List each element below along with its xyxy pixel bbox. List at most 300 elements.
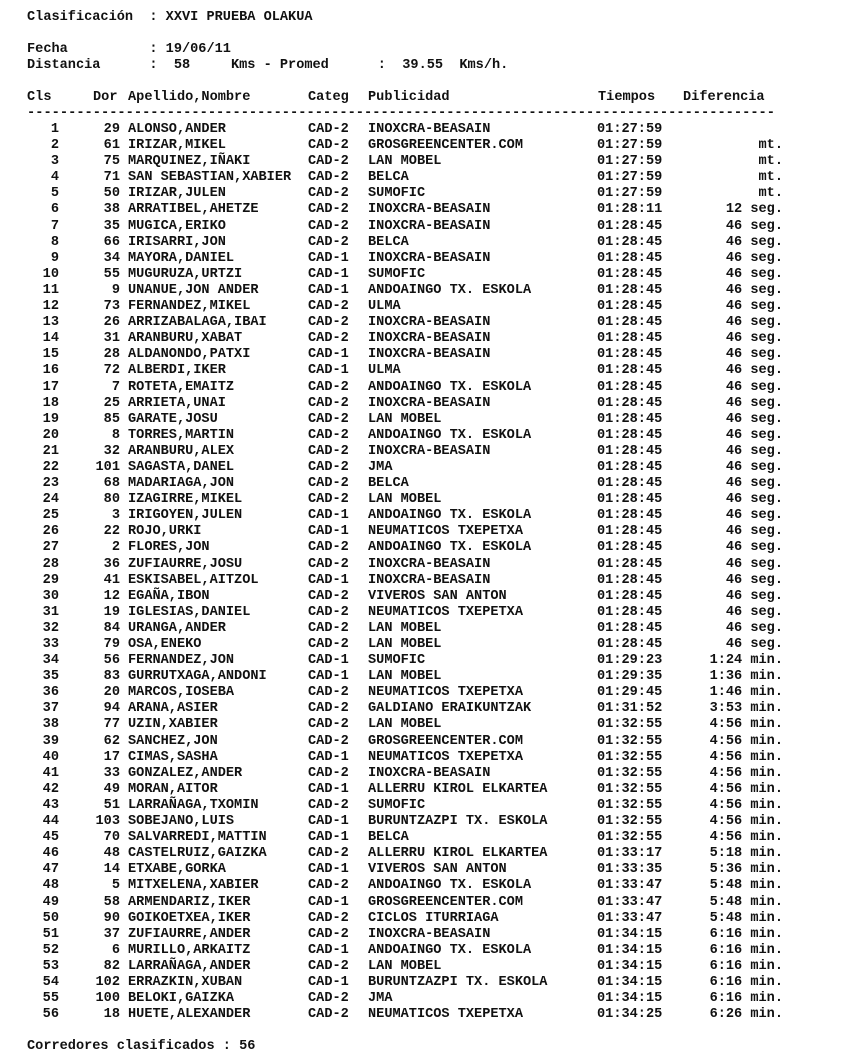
cell-dor: 70 — [103, 830, 120, 846]
cell-categ: CAD-2 — [308, 492, 349, 508]
cell-tiempo: 01:28:45 — [597, 588, 663, 604]
cell-categ: CAD-2 — [308, 476, 349, 492]
cell-categ: CAD-2 — [308, 202, 349, 218]
cell-cls: 9 — [50, 250, 59, 266]
cell-tiempo: 01:28:45 — [597, 492, 663, 508]
table-row — [0, 669, 843, 685]
cell-cls: 53 — [42, 958, 59, 974]
cell-publicidad: SUMOFIC — [368, 186, 426, 202]
cell-cls: 50 — [42, 910, 59, 926]
cell-diferencia: 46 seg. — [725, 508, 783, 524]
table-row — [0, 862, 843, 878]
column-header-categ: Categ — [308, 90, 349, 105]
cell-categ: CAD-2 — [308, 1007, 349, 1023]
cell-tiempo: 01:34:25 — [597, 1007, 663, 1023]
cell-publicidad: INOXCRA-BEASAIN — [368, 122, 491, 137]
table-row — [0, 717, 843, 733]
cell-dor: 22 — [103, 524, 120, 540]
cell-cls: 22 — [42, 459, 59, 475]
cell-cls: 37 — [42, 701, 59, 717]
cell-dor: 82 — [103, 958, 120, 974]
separator-line: ------------------------------------------------------------------------------------------- — [27, 106, 776, 121]
table-row — [0, 540, 843, 556]
cell-tiempo: 01:28:45 — [597, 299, 663, 315]
cell-cls: 46 — [42, 846, 59, 862]
cell-name: ARANBURU,ALEX — [128, 443, 235, 459]
column-header-dor: Dor — [93, 90, 118, 105]
cell-dor: 37 — [103, 926, 120, 942]
cell-dor: 103 — [95, 814, 120, 830]
table-row — [0, 943, 843, 959]
cell-name: GURRUTXAGA,ANDONI — [128, 669, 267, 685]
cell-publicidad: INOXCRA-BEASAIN — [368, 315, 491, 331]
cell-categ: CAD-1 — [308, 347, 349, 363]
cell-dor: 94 — [103, 701, 120, 717]
cell-diferencia: 6:16 min. — [709, 942, 783, 958]
cell-categ: CAD-1 — [308, 781, 349, 797]
cell-dor: 29 — [103, 122, 120, 137]
cell-dor: 73 — [103, 299, 120, 315]
cell-categ: CAD-2 — [308, 878, 349, 894]
cell-diferencia: 46 seg. — [725, 234, 783, 250]
cell-publicidad: JMA — [368, 991, 393, 1007]
cell-cls: 21 — [42, 443, 59, 459]
cell-tiempo: 01:28:45 — [597, 250, 663, 266]
cell-categ: CAD-2 — [308, 926, 349, 942]
cell-cls: 11 — [42, 282, 59, 298]
cell-categ: CAD-2 — [308, 637, 349, 652]
cell-dor: 49 — [103, 781, 120, 797]
cell-tiempo: 01:29:23 — [597, 653, 663, 669]
cell-dor: 71 — [103, 170, 120, 186]
cell-publicidad: SUMOFIC — [368, 653, 426, 669]
table-row — [0, 782, 843, 798]
cell-cls: 15 — [42, 347, 59, 363]
cell-diferencia: 6:16 min. — [709, 991, 783, 1007]
cell-tiempo: 01:31:52 — [597, 701, 663, 717]
cell-categ: CAD-2 — [308, 315, 349, 331]
cell-name: IRIGOYEN,JULEN — [128, 508, 243, 524]
cell-tiempo: 01:28:45 — [597, 443, 663, 459]
cell-cls: 25 — [42, 508, 59, 524]
cell-diferencia: 46 seg. — [725, 299, 783, 315]
table-row — [0, 701, 843, 717]
cell-name: MUGICA,ERIKO — [128, 218, 226, 234]
cell-categ: CAD-2 — [308, 991, 349, 1007]
cell-categ: CAD-2 — [308, 122, 349, 137]
table-row — [0, 975, 843, 991]
cell-cls: 31 — [42, 604, 59, 620]
cell-name: ARANBURU,XABAT — [128, 331, 243, 347]
table-row — [0, 380, 843, 396]
cell-dor: 101 — [95, 459, 120, 475]
cell-publicidad: ANDOAINGO TX. ESKOLA — [368, 379, 532, 395]
cell-diferencia: 6:16 min. — [709, 958, 783, 974]
cell-dor: 34 — [103, 250, 120, 266]
cell-categ: CAD-1 — [308, 669, 349, 685]
cell-cls: 29 — [42, 572, 59, 588]
cell-dor: 19 — [103, 604, 120, 620]
cell-cls: 8 — [50, 234, 59, 250]
cell-diferencia: 46 seg. — [725, 347, 783, 363]
cell-publicidad: INOXCRA-BEASAIN — [368, 250, 491, 266]
cell-tiempo: 01:34:15 — [597, 958, 663, 974]
cell-tiempo: 01:32:55 — [597, 814, 663, 830]
cell-publicidad: NEUMATICOS TXEPETXA — [368, 685, 523, 701]
cell-cls: 12 — [42, 299, 59, 315]
cell-cls: 55 — [42, 991, 59, 1007]
cell-publicidad: INOXCRA-BEASAIN — [368, 556, 491, 572]
cell-publicidad: BELCA — [368, 170, 409, 186]
cell-dor: 28 — [103, 347, 120, 363]
cell-diferencia: 5:48 min. — [709, 910, 783, 926]
cell-cls: 10 — [42, 266, 59, 282]
table-row — [0, 331, 843, 347]
cell-tiempo: 01:28:45 — [597, 363, 663, 379]
cell-name: SAN SEBASTIAN,XABIER — [128, 170, 292, 186]
table-row — [0, 202, 843, 218]
cell-dor: 32 — [103, 443, 120, 459]
cell-categ: CAD-2 — [308, 685, 349, 701]
table-row — [0, 959, 843, 975]
cell-tiempo: 01:27:59 — [597, 122, 663, 137]
cell-cls: 27 — [42, 540, 59, 556]
cell-diferencia: mt. — [758, 186, 783, 202]
cell-diferencia: 4:56 min. — [709, 733, 783, 749]
cell-diferencia: 4:56 min. — [709, 797, 783, 813]
cell-cls: 51 — [42, 926, 59, 942]
cell-tiempo: 01:34:15 — [597, 991, 663, 1007]
cell-tiempo: 01:28:45 — [597, 556, 663, 572]
cell-cls: 35 — [42, 669, 59, 685]
cell-name: ESKISABEL,AITZOL — [128, 572, 259, 588]
cell-categ: CAD-2 — [308, 556, 349, 572]
column-header-cls: Cls — [27, 90, 52, 105]
cell-categ: CAD-2 — [308, 701, 349, 717]
cell-dor: 85 — [103, 411, 120, 427]
cell-tiempo: 01:33:47 — [597, 894, 663, 910]
cell-dor: 14 — [103, 862, 120, 878]
cell-categ: CAD-2 — [308, 443, 349, 459]
cell-tiempo: 01:28:45 — [597, 266, 663, 282]
cell-categ: CAD-1 — [308, 830, 349, 846]
cell-name: SANCHEZ,JON — [128, 733, 218, 749]
table-row — [0, 492, 843, 508]
cell-dor: 35 — [103, 218, 120, 234]
cell-tiempo: 01:28:45 — [597, 331, 663, 347]
cell-name: UNANUE,JON ANDER — [128, 282, 259, 298]
cell-tiempo: 01:27:59 — [597, 170, 663, 186]
cell-publicidad: ANDOAINGO TX. ESKOLA — [368, 508, 532, 524]
table-row — [0, 621, 843, 637]
cell-name: UZIN,XABIER — [128, 717, 218, 733]
cell-categ: CAD-1 — [308, 282, 349, 298]
cell-publicidad: INOXCRA-BEASAIN — [368, 218, 491, 234]
cell-categ: CAD-2 — [308, 154, 349, 170]
cell-name: ARMENDARIZ,IKER — [128, 894, 251, 910]
column-header-diferencia: Diferencia — [683, 90, 765, 105]
cell-name: IRIZAR,MIKEL — [128, 138, 226, 154]
cell-categ: CAD-2 — [308, 186, 349, 202]
cell-name: FERNANDEZ,JON — [128, 653, 235, 669]
cell-categ: CAD-2 — [308, 620, 349, 636]
cell-dor: 20 — [103, 685, 120, 701]
cell-categ: CAD-2 — [308, 797, 349, 813]
cell-cls: 1 — [50, 122, 59, 137]
cell-tiempo: 01:28:45 — [597, 620, 663, 636]
cell-dor: 6 — [111, 942, 120, 958]
cell-name: MITXELENA,XABIER — [128, 878, 259, 894]
cell-diferencia: 4:56 min. — [709, 814, 783, 830]
table-row — [0, 396, 843, 412]
cell-dor: 18 — [103, 1007, 120, 1023]
cell-diferencia: 6:16 min. — [709, 926, 783, 942]
cell-diferencia: 46 seg. — [725, 218, 783, 234]
cell-categ: CAD-1 — [308, 894, 349, 910]
cell-cls: 43 — [42, 797, 59, 813]
cell-name: MAYORA,DANIEL — [128, 250, 235, 266]
cell-publicidad: SUMOFIC — [368, 266, 426, 282]
cell-name: SALVARREDI,MATTIN — [128, 830, 267, 846]
cell-categ: CAD-2 — [308, 717, 349, 733]
cell-tiempo: 01:33:35 — [597, 862, 663, 878]
cell-categ: CAD-2 — [308, 846, 349, 862]
table-row — [0, 508, 843, 524]
table-row — [0, 412, 843, 428]
cell-tiempo: 01:28:45 — [597, 315, 663, 331]
cell-tiempo: 01:28:45 — [597, 524, 663, 540]
cell-tiempo: 01:32:55 — [597, 717, 663, 733]
cell-tiempo: 01:27:59 — [597, 154, 663, 170]
cell-cls: 56 — [42, 1007, 59, 1023]
cell-categ: CAD-1 — [308, 974, 349, 990]
cell-cls: 52 — [42, 942, 59, 958]
cell-tiempo: 01:32:55 — [597, 830, 663, 846]
cell-tiempo: 01:32:55 — [597, 733, 663, 749]
cell-dor: 90 — [103, 910, 120, 926]
cell-publicidad: LAN MOBEL — [368, 717, 442, 733]
column-header-name: Apellido,Nombre — [128, 90, 251, 105]
cell-diferencia: mt. — [758, 154, 783, 170]
cell-categ: CAD-2 — [308, 540, 349, 556]
cell-name: ROTETA,EMAITZ — [128, 379, 235, 395]
cell-tiempo: 01:28:45 — [597, 540, 663, 556]
cell-dor: 102 — [95, 974, 120, 990]
cell-diferencia: 4:56 min. — [709, 749, 783, 765]
cell-categ: CAD-2 — [308, 218, 349, 234]
cell-publicidad: BELCA — [368, 476, 409, 492]
cell-tiempo: 01:27:59 — [597, 186, 663, 202]
column-headers — [0, 90, 843, 106]
cell-name: ROJO,URKI — [128, 524, 202, 540]
cell-name: ZUFIAURRE,ANDER — [128, 926, 251, 942]
table-row — [0, 524, 843, 540]
cell-name: ETXABE,GORKA — [128, 862, 226, 878]
cell-diferencia: 12 seg. — [725, 202, 783, 218]
cell-name: SAGASTA,DANEL — [128, 459, 235, 475]
table-row — [0, 927, 843, 943]
cell-publicidad: ANDOAINGO TX. ESKOLA — [368, 427, 532, 443]
cell-tiempo: 01:28:45 — [597, 508, 663, 524]
cell-publicidad: BELCA — [368, 830, 409, 846]
cell-diferencia: 46 seg. — [725, 379, 783, 395]
cell-publicidad: GROSGREENCENTER.COM — [368, 894, 523, 910]
cell-cls: 30 — [42, 588, 59, 604]
cell-tiempo: 01:32:55 — [597, 797, 663, 813]
cell-dor: 79 — [103, 637, 120, 652]
cell-diferencia: 4:56 min. — [709, 781, 783, 797]
cell-cls: 32 — [42, 620, 59, 636]
cell-publicidad: LAN MOBEL — [368, 620, 442, 636]
cell-name: ARRIETA,UNAI — [128, 395, 226, 411]
cell-diferencia: 4:56 min. — [709, 765, 783, 781]
table-row — [0, 814, 843, 830]
column-header-tiempos: Tiempos — [598, 90, 656, 105]
cell-tiempo: 01:28:45 — [597, 476, 663, 492]
cell-tiempo: 01:27:59 — [597, 138, 663, 154]
table-row — [0, 299, 843, 315]
cell-diferencia: 5:18 min. — [709, 846, 783, 862]
cell-publicidad: ANDOAINGO TX. ESKOLA — [368, 942, 532, 958]
table-row — [0, 830, 843, 846]
cell-publicidad: NEUMATICOS TXEPETXA — [368, 524, 523, 540]
cell-categ: CAD-2 — [308, 170, 349, 186]
cell-diferencia: 1:24 min. — [709, 653, 783, 669]
cell-cls: 23 — [42, 476, 59, 492]
cell-dor: 48 — [103, 846, 120, 862]
table-row — [0, 363, 843, 379]
cell-cls: 5 — [50, 186, 59, 202]
cell-tiempo: 01:28:11 — [597, 202, 663, 218]
cell-name: GOIKOETXEA,IKER — [128, 910, 251, 926]
cell-name: EGAÑA,IBON — [128, 588, 210, 604]
cell-dor: 77 — [103, 717, 120, 733]
table-row — [0, 895, 843, 911]
cell-dor: 58 — [103, 894, 120, 910]
cell-publicidad: SUMOFIC — [368, 797, 426, 813]
cell-dor: 12 — [103, 588, 120, 604]
table-row — [0, 750, 843, 766]
table-row — [0, 766, 843, 782]
cell-name: MARCOS,IOSEBA — [128, 685, 235, 701]
cell-diferencia: 4:56 min. — [709, 717, 783, 733]
cell-publicidad: BURUNTZAZPI TX. ESKOLA — [368, 974, 548, 990]
cell-publicidad: LAN MOBEL — [368, 154, 442, 170]
cell-tiempo: 01:34:15 — [597, 926, 663, 942]
cell-cls: 41 — [42, 765, 59, 781]
cell-cls: 39 — [42, 733, 59, 749]
cell-publicidad: LAN MOBEL — [368, 492, 442, 508]
cell-diferencia: 6:16 min. — [709, 974, 783, 990]
cell-name: CASTELRUIZ,GAIZKA — [128, 846, 267, 862]
cell-tiempo: 01:28:45 — [597, 604, 663, 620]
cell-categ: CAD-1 — [308, 572, 349, 588]
cell-publicidad: BELCA — [368, 234, 409, 250]
cell-publicidad: LAN MOBEL — [368, 411, 442, 427]
cell-publicidad: NEUMATICOS TXEPETXA — [368, 749, 523, 765]
cell-cls: 45 — [42, 830, 59, 846]
cell-publicidad: CICLOS ITURRIAGA — [368, 910, 499, 926]
table-row — [0, 878, 843, 894]
cell-cls: 36 — [42, 685, 59, 701]
cell-dor: 25 — [103, 395, 120, 411]
cell-categ: CAD-1 — [308, 250, 349, 266]
cell-cls: 47 — [42, 862, 59, 878]
cell-categ: CAD-2 — [308, 958, 349, 974]
cell-tiempo: 01:28:45 — [597, 379, 663, 395]
table-row — [0, 315, 843, 331]
table-row — [0, 476, 843, 492]
cell-diferencia: 46 seg. — [725, 363, 783, 379]
cell-name: IZAGIRRE,MIKEL — [128, 492, 243, 508]
cell-diferencia: mt. — [758, 170, 783, 186]
cell-cls: 6 — [50, 202, 59, 218]
cell-name: GONZALEZ,ANDER — [128, 765, 243, 781]
cell-dor: 56 — [103, 653, 120, 669]
table-row — [0, 911, 843, 927]
cell-categ: CAD-1 — [308, 266, 349, 282]
cell-tiempo: 01:34:15 — [597, 942, 663, 958]
cell-cls: 13 — [42, 315, 59, 331]
cell-categ: CAD-1 — [308, 653, 349, 669]
cell-publicidad: NEUMATICOS TXEPETXA — [368, 604, 523, 620]
cell-dor: 5 — [111, 878, 120, 894]
cell-publicidad: INOXCRA-BEASAIN — [368, 347, 491, 363]
cell-publicidad: ULMA — [368, 363, 401, 379]
cell-diferencia: 46 seg. — [725, 282, 783, 298]
cell-categ: CAD-2 — [308, 411, 349, 427]
cell-cls: 24 — [42, 492, 59, 508]
cell-publicidad: INOXCRA-BEASAIN — [368, 765, 491, 781]
cell-categ: CAD-1 — [308, 363, 349, 379]
cell-cls: 44 — [42, 814, 59, 830]
cell-cls: 28 — [42, 556, 59, 572]
race-date: Fecha : 19/06/11 — [27, 42, 231, 57]
cell-categ: CAD-2 — [308, 588, 349, 604]
cell-diferencia: 46 seg. — [725, 524, 783, 540]
cell-dor: 7 — [111, 379, 120, 395]
cell-name: ERRAZKIN,XUBAN — [128, 974, 243, 990]
table-row — [0, 557, 843, 573]
cell-tiempo: 01:28:45 — [597, 347, 663, 363]
cell-publicidad: ALLERRU KIROL ELKARTEA — [368, 846, 548, 862]
cell-cls: 2 — [50, 138, 59, 154]
cell-categ: CAD-2 — [308, 427, 349, 443]
cell-diferencia: 5:48 min. — [709, 894, 783, 910]
cell-dor: 100 — [95, 991, 120, 1007]
cell-publicidad: ANDOAINGO TX. ESKOLA — [368, 282, 532, 298]
cell-name: FLORES,JON — [128, 540, 210, 556]
cell-categ: CAD-1 — [308, 508, 349, 524]
cell-dor: 26 — [103, 315, 120, 331]
cell-dor: 83 — [103, 669, 120, 685]
cell-name: SOBEJANO,LUIS — [128, 814, 235, 830]
table-row — [0, 653, 843, 669]
table-row — [0, 1007, 843, 1023]
cell-diferencia: 1:46 min. — [709, 685, 783, 701]
cell-cls: 4 — [50, 170, 59, 186]
cell-publicidad: LAN MOBEL — [368, 958, 442, 974]
cell-dor: 80 — [103, 492, 120, 508]
cell-dor: 51 — [103, 797, 120, 813]
cell-publicidad: ULMA — [368, 299, 401, 315]
table-row — [0, 251, 843, 267]
cell-publicidad: NEUMATICOS TXEPETXA — [368, 1007, 523, 1023]
cell-categ: CAD-2 — [308, 234, 349, 250]
cell-tiempo: 01:28:45 — [597, 572, 663, 588]
cell-diferencia: 46 seg. — [725, 250, 783, 266]
cell-diferencia: 5:48 min. — [709, 878, 783, 894]
